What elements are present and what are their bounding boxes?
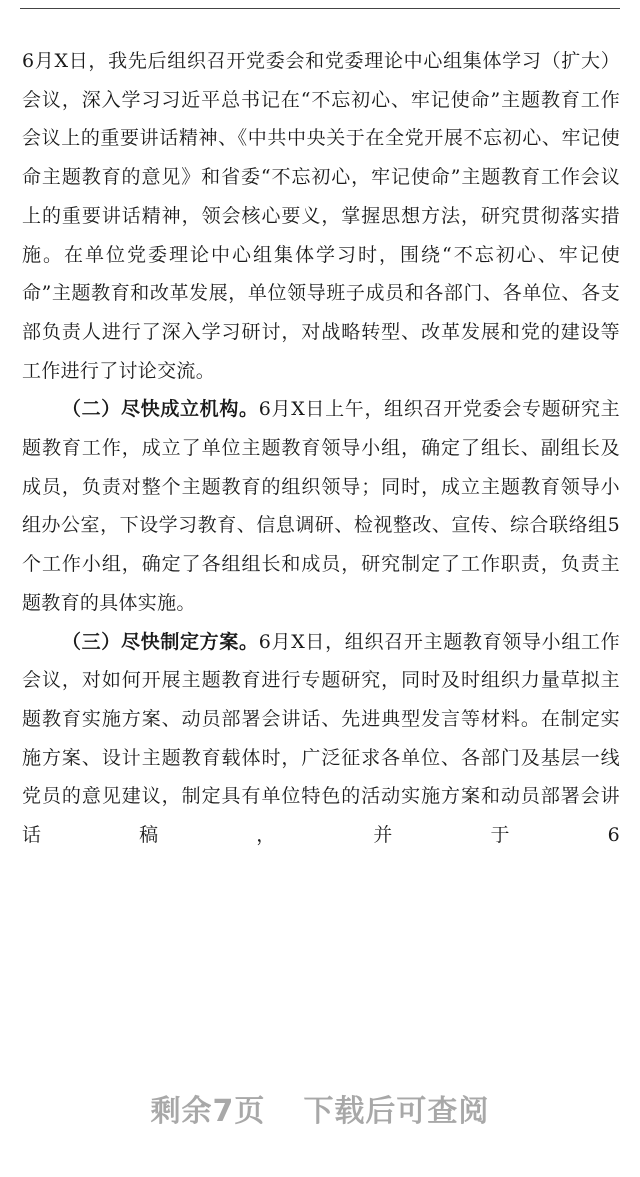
paragraph-1	[22, 42, 620, 390]
section-heading-3: （三）尽快制定方案。	[61, 630, 259, 653]
paragraph-3	[22, 623, 620, 855]
paragraph-2-text: 6月X日上午，组织召开党委会专题研究主题教育工作，成立了单位主题教育领导小组，确定了组长、副组长及成员，负责对整个主题教育的组织领导；同时，成立主题教育领导小组办公室，下设学习教育、信息调研、检视整改、宣传、综合联络组5个工作小组，确定了各组组长和成员，研究制定了工作职责，负责主题教育的具体实施。	[22, 398, 620, 614]
document-body	[22, 42, 620, 855]
paragraph-3-text: 6月X日，组织召开主题教育领导小组工作会议，对如何开展主题教育进行专题研究，同时及时组织力量草拟主题教育实施方案、动员部署会讲话、先进典型发言等材料。在制定实施方案、设计主题教育载体时，广泛征求各单位、各部门及基层一线党员的意见建议，制定具有单位特色的活动实施方案和动员部署会讲话稿，并于6	[22, 630, 620, 847]
remaining-pages-banner[interactable]	[0, 1083, 640, 1133]
section-heading-2: （二）尽快成立机构。	[61, 398, 259, 421]
top-rule	[20, 8, 620, 9]
download-to-view-label[interactable]: 下载后可查阅	[303, 1094, 490, 1129]
paragraph-1-text: 6月X日，我先后组织召开党委会和党委理论中心组集体学习（扩大）会议，深入学习习近平总书记在“不忘初心、牢记使命”主题教育工作会议上的重要讲话精神、《中共中央关于在全党开展不忘初心、牢记使命主题教育的意见》和省委“不忘初心，牢记使命”主题教育工作会议上的重要讲话精神，领会核心要义，掌握思想方法，研究贯彻落实措施。在单位党委理论中心组集体学习时，围绕“不忘初心、牢记使命”主题教育和改革发展，单位领导班子成员和各部门、各单位、各支部负责人进行了深入学习研讨，对战略转型、改革发展和党的建设等工作进行了讨论交流。	[22, 50, 620, 382]
remaining-pages-count[interactable]: 剩余7页	[150, 1094, 266, 1129]
paragraph-2	[22, 390, 620, 622]
